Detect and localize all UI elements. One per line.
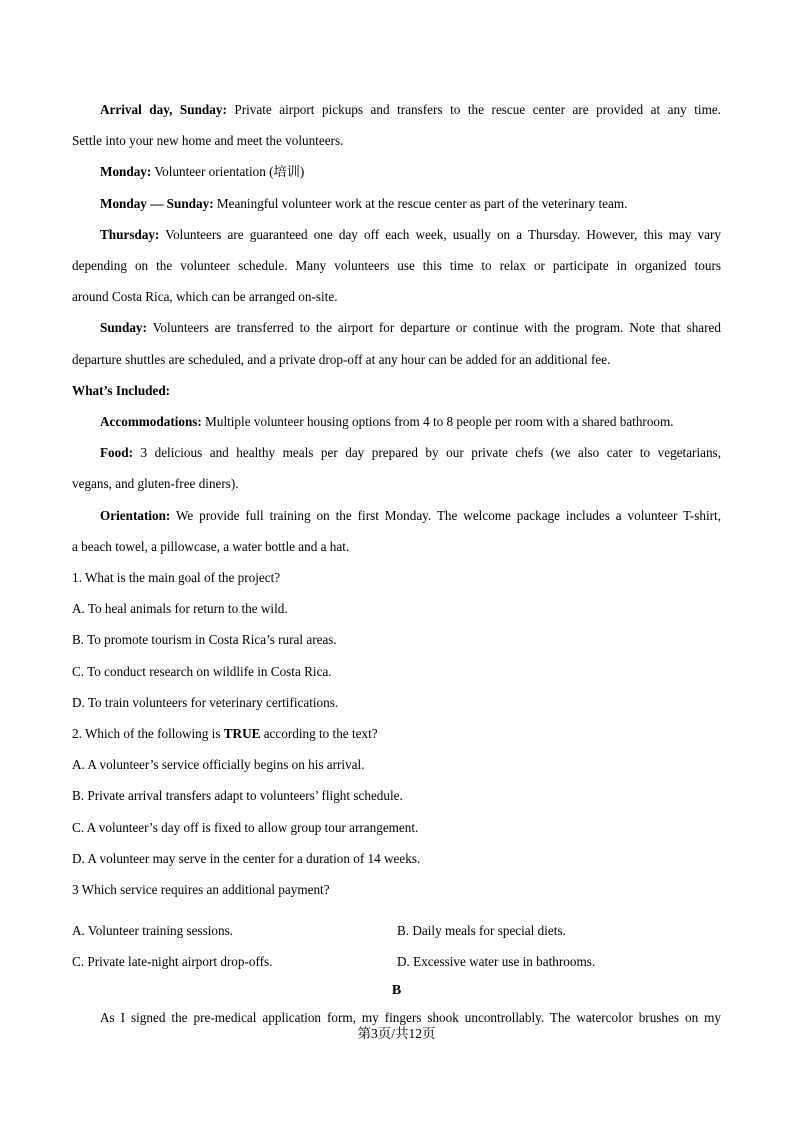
section-b-text: As I signed the pre-medical application form, my fingers shook uncontrollably. The watercolor brushes on my (100, 1009, 721, 1025)
thursday-text-3: around Costa Rica, which can be arranged on-site. (72, 289, 338, 305)
food-text-2: vegans, and gluten-free diners). (72, 476, 239, 492)
monday-paragraph (72, 156, 721, 187)
food-paragraph (72, 437, 721, 468)
page-number-footer: 第3页/共12页 (357, 1026, 436, 1041)
whats-included-heading (72, 375, 721, 406)
orientation-text-2: a beach towel, a pillowcase, a water bottle and a hat. (72, 538, 350, 554)
orientation-text-1: We provide full training on the first Monday. The welcome package includes a volunteer T-shirt, (176, 507, 721, 523)
question-1-option-b: B. To promote tourism in Costa Rica’s rural areas. (72, 632, 337, 648)
sunday-paragraph (72, 312, 721, 343)
sunday-paragraph-cont (72, 344, 721, 375)
question-3-options (72, 915, 721, 977)
monday-sunday-label: Monday — Sunday: (100, 195, 214, 211)
orientation-paragraph (72, 500, 721, 531)
arrival-text-2: Settle into your new home and meet the volunteers. (72, 133, 344, 149)
thursday-paragraph-cont (72, 250, 721, 281)
monday-text: Volunteer orientation (培训) (154, 164, 305, 180)
thursday-text-2: depending on the volunteer schedule. Many volunteers use this time to relax or participate in organized tours (72, 258, 721, 274)
food-text-1: 3 delicious and healthy meals per day prepared by our private chefs (we also cater to vegetarians, (140, 445, 721, 461)
question-3-option-c: C. Private late-night airport drop-offs. (72, 954, 273, 970)
question-2-stem (72, 718, 721, 749)
question-1-stem: 1. What is the main goal of the project? (72, 570, 281, 586)
arrival-label: Arrival day, Sunday: (100, 102, 227, 117)
food-label: Food: (100, 445, 133, 461)
question-2-stem-bold: TRUE (223, 726, 261, 742)
question-3-option-d: D. Excessive water use in bathrooms. (397, 954, 596, 970)
arrival-paragraph-cont (72, 125, 721, 156)
question-2-stem-pre: 2. Which of the following is (72, 726, 224, 742)
whats-included-heading-text: What’s Included: (72, 382, 171, 398)
thursday-paragraph (72, 219, 721, 250)
thursday-paragraph-cont-2 (72, 281, 721, 312)
monday-sunday-paragraph (72, 188, 721, 219)
sunday-text-1: Volunteers are transferred to the airport for departure or continue with the program. Note that shared (152, 320, 721, 336)
sunday-text-2: departure shuttles are scheduled, and a private drop-off at any hour can be added for an additional fee. (72, 351, 611, 367)
monday-sunday-text: Meaningful volunteer work at the rescue center as part of the veterinary team. (216, 195, 628, 211)
orientation-label: Orientation: (100, 507, 171, 523)
monday-label: Monday: (100, 164, 152, 180)
question-3-options-row-2 (72, 946, 721, 977)
arrival-paragraph (72, 94, 721, 125)
question-1-option-d: D. To train volunteers for veterinary certifications. (72, 694, 339, 710)
question-3-option-a: A. Volunteer training sessions. (72, 923, 234, 939)
orientation-paragraph-cont (72, 531, 721, 562)
question-3-option-b: B. Daily meals for special diets. (397, 923, 566, 939)
thursday-text-1: Volunteers are guaranteed one day off each week, usually on a Thursday. However, this may vary (165, 226, 721, 242)
question-2-option-a: A. A volunteer’s service officially begins on his arrival. (72, 757, 365, 773)
sunday-label: Sunday: (100, 320, 147, 336)
thursday-label: Thursday: (100, 226, 160, 242)
accommodations-label: Accommodations: (100, 414, 202, 430)
question-2-option-b: B. Private arrival transfers adapt to volunteers’ flight schedule. (72, 788, 403, 804)
question-2-stem-post: according to the text? (260, 726, 378, 742)
food-paragraph-cont (72, 468, 721, 499)
arrival-text: Private airport pickups and transfers to the rescue center are provided at any time. (234, 102, 721, 117)
question-2-option-d: D. A volunteer may serve in the center for a duration of 14 weeks. (72, 850, 421, 866)
section-b-heading: B (391, 982, 402, 998)
question-1-option-c: C. To conduct research on wildlife in Costa Rica. (72, 663, 332, 679)
question-3-stem: 3 Which service requires an additional payment? (72, 882, 330, 898)
question-2-option-c: C. A volunteer’s day off is fixed to allow group tour arrangement. (72, 819, 419, 835)
question-3-options-row-1 (72, 915, 721, 946)
accommodations-paragraph (72, 406, 721, 437)
question-1-option-a: A. To heal animals for return to the wild. (72, 601, 288, 617)
accommodations-text: Multiple volunteer housing options from 4 to 8 people per room with a shared bathroom. (205, 414, 674, 430)
